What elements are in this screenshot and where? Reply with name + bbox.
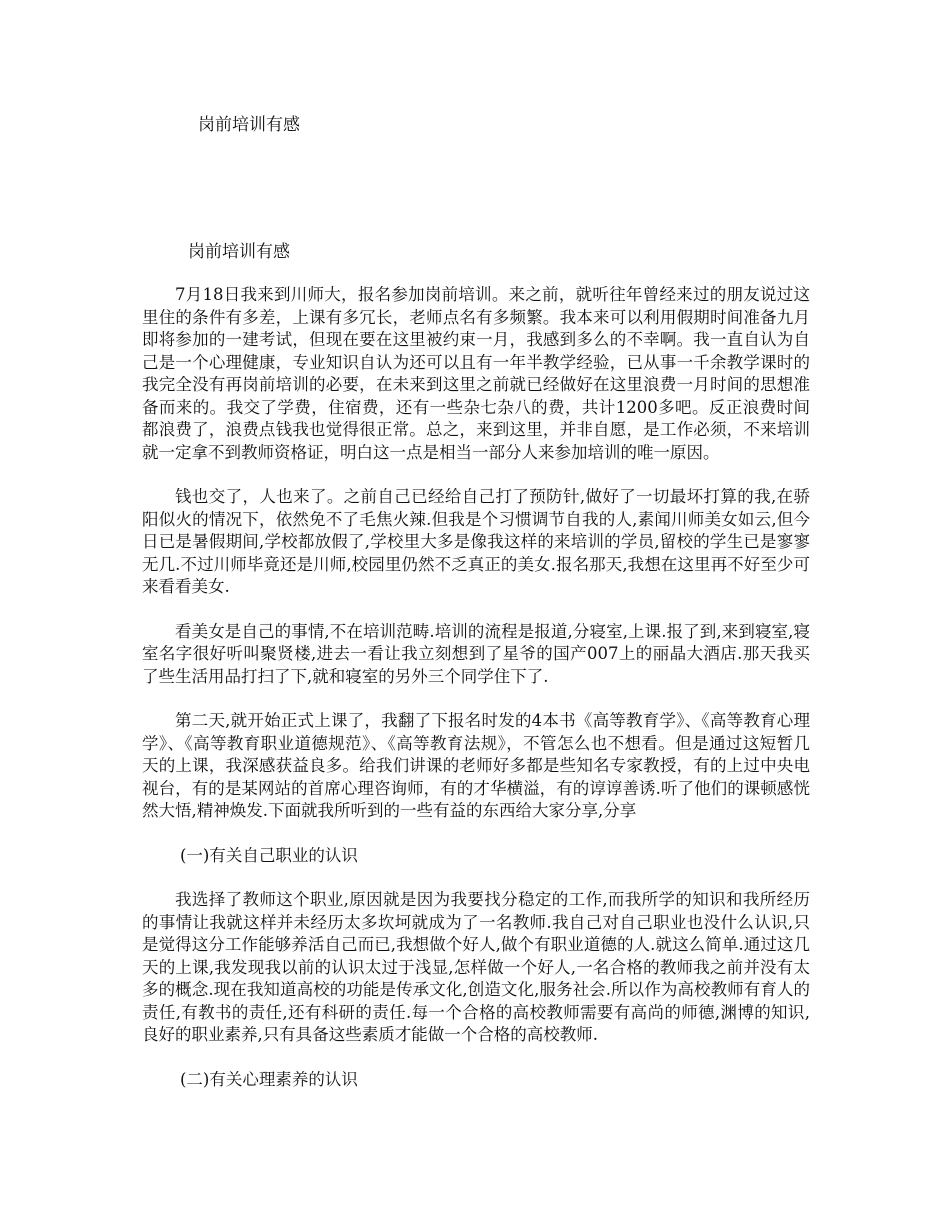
document-title: 岗前培训有感 — [188, 242, 290, 262]
section-heading-2: (二)有关心理素养的认识 — [180, 1069, 358, 1089]
paragraph-1: 7月18日我来到川师大，报名参加岗前培训。来之前，就听往年曾经来过的朋友说过这里住的条件有多差，上课有多冗长，老师点名有多频繁。我本来可以利用假期时间准备九月即将参加的一建考试，但现在要在这里被约束一月，我感到多么的不幸啊。我一直自认为自己是一个心理健康，专业知识自认为还可以且有一年半教学经验，已从事一千余教学课时的我完全没有再岗前培训的必要，在未来到这里之前就已经做好在这里浪费一月时间的思想准备而来的。我交了学费，住宿费，还有一些杂七杂八的费，共计1200多吧。反正浪费时间都浪费了，浪费点钱我也觉得很正常。总之，来到这里，并非自愿，是工作必须，不来培训就一定拿不到教师资格证，明白这一点是相当一部分人来参加培训的唯一原因。 — [142, 285, 810, 462]
section-1-paragraph: 我选择了教师这个职业,原因就是因为我要找分稳定的工作,而我所学的知识和我所经历的事情让我就这样并未经历太多坎坷就成为了一名教师.我自己对自己职业也没什么认识,只是觉得这分工作能够养活自己而已,我想做个好人,做个有职业道德的人.就这么简单.通过这几天的上课,我发现我以前的认识太过于浅显,怎样做一个好人,一名合格的教师我之前并没有太多的概念.现在我知道高校的功能是传承文化,创造文化,服务社会.所以作为高校教师有育人的责任,有教书的责任,还有科研的责任.每一个合格的高校教师需要有高尚的师德,渊博的知识,良好的职业素养,只有具备这些素质才能做一个合格的高校教师. — [142, 890, 810, 1044]
section-heading-1: (一)有关自己职业的认识 — [180, 845, 358, 865]
paragraph-3: 看美女是自己的事情,不在培训范畴.培训的流程是报道,分寝室,上课.报了到,来到寝室,寝室名字很好听叫聚贤楼,进去一看让我立刻想到了星爷的国产007上的丽晶大酒店.那天我买了些生活用品打扫了下,就和寝室的另外三个同学住下了. — [142, 621, 810, 686]
document-body — [142, 284, 810, 1113]
header-title: 岗前培训有感 — [198, 115, 300, 135]
paragraph-2: 钱也交了，人也来了。之前自己已经给自己打了预防针,做好了一切最坏打算的我,在骄阳似火的情况下，依然免不了毛焦火辣.但我是个习惯调节自我的人,素闻川师美女如云,但今日已是暑假期间,学校都放假了,学校里大多是像我这样的来培训的学员,留校的学生已是寥寥无几.不过川师毕竟还是川师,校园里仍然不乏真正的美女.报名那天,我想在这里再不好至少可来看看美女. — [142, 487, 810, 596]
paragraph-4: 第二天,就开始正式上课了，我翻了下报名时发的4本书《高等教育学》、《高等教育心理学》、《高等教育职业道德规范》、《高等教育法规》，不管怎么也不想看。但是通过这短暂几天的上课，我深感获益良多。给我们讲课的老师好多都是些知名专家教授，有的上过中央电视台，有的是某网站的首席心理咨询师，有的才华横溢，有的谆谆善诱.听了他们的课顿感恍然大悟,精神焕发.下面就我所听到的一些有益的东西给大家分享,分享 — [142, 711, 810, 820]
